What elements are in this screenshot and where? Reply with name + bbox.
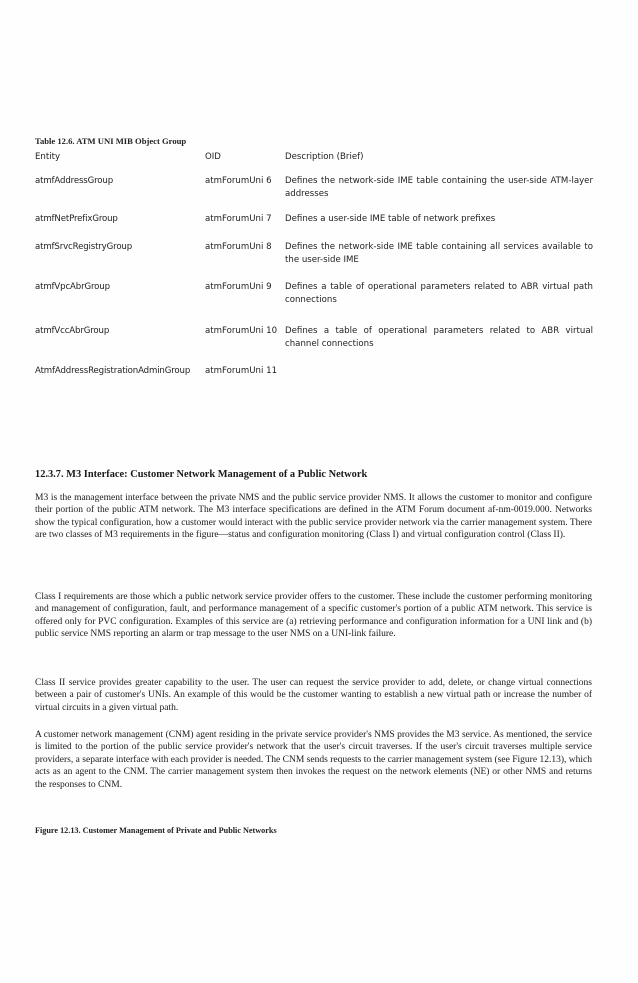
table-row bbox=[35, 175, 593, 213]
body-paragraph: Class I requirements are those which a public network service provider offers to the customer. These include the customer performing monitoring and management of configuration, fault, and performance management of a specific customer's portion of a public ATM network. This service is offered only for PVC configuration. Examples of this service are (a) retrieving performance and configuration information for a UNI link and (b) public service NMS reporting an alarm or trap message to the user NMS on a UNI-link failure. bbox=[35, 592, 592, 640]
column-header-description: Description (Brief) bbox=[285, 152, 364, 162]
figure-caption: Figure 12.13. Customer Management of Private and Public Networks bbox=[35, 826, 277, 835]
table-row bbox=[35, 281, 593, 325]
column-header-oid: OID bbox=[205, 152, 221, 162]
mib-object-table bbox=[35, 151, 593, 395]
entity-cell: atmfAddressGroup bbox=[35, 176, 114, 186]
oid-cell: atmForumUni 6 bbox=[205, 176, 272, 186]
section-heading: 12.3.7. M3 Interface: Customer Network Management of a Public Network bbox=[35, 469, 368, 480]
table-row bbox=[35, 325, 593, 365]
entity-cell: AtmfAddressRegistrationAdminGroup bbox=[35, 366, 191, 376]
table-row bbox=[35, 365, 593, 395]
body-paragraph: Class II service provides greater capability to the user. The user can request the service provider to add, delete, or change virtual connections between a pair of customer's UNIs. An example of this would be the customer wanting to establish a new virtual path or increase the number of virtual circuits in a given virtual path. bbox=[35, 678, 592, 713]
table-row bbox=[35, 213, 593, 241]
table-row bbox=[35, 241, 593, 281]
oid-cell: atmForumUni 9 bbox=[205, 282, 272, 292]
description-cell bbox=[285, 365, 593, 395]
description-cell: Defines a table of operational parameters related to ABR virtual path connections bbox=[285, 282, 593, 305]
description-cell: Defines the network-side IME table containing all services available to the user-side IME bbox=[285, 242, 593, 265]
description-cell: Defines a user-side IME table of network prefixes bbox=[285, 214, 496, 224]
table-caption: Table 12.6. ATM UNI MIB Object Group bbox=[35, 136, 187, 146]
oid-cell: atmForumUni 11 bbox=[205, 366, 278, 376]
description-cell: Defines the network-side IME table containing the user-side ATM-layer addresses bbox=[285, 176, 593, 199]
column-header-entity: Entity bbox=[35, 152, 61, 162]
entity-cell: atmfVpcAbrGroup bbox=[35, 282, 110, 292]
oid-cell: atmForumUni 8 bbox=[205, 242, 272, 252]
body-paragraph: A customer network management (CNM) agent residing in the private service provider's NMS provides the M3 service. As mentioned, the service is limited to the portion of the public service provider's network that the user's circuit traverses. If the user's circuit traverses multiple service providers, a separate interface with each provider is needed. The CNM sends requests to the carrier management system (see Figure 12.13), which acts as an agent to the CNM. The carrier management system then invokes the request on the network elements (NE) or other NMS and returns the responses to CNM. bbox=[35, 730, 592, 790]
entity-cell: atmfSrvcRegistryGroup bbox=[35, 242, 133, 252]
entity-cell: atmfNetPrefixGroup bbox=[35, 214, 118, 224]
description-cell: Defines a table of operational parameters related to ABR virtual channel connections bbox=[285, 326, 593, 349]
body-paragraph: M3 is the management interface between the private NMS and the public service provider NMS. It allows the customer to monitor and configure their portion of the public ATM network. The M3 interface specifications are defined in the ATM Forum document af-nm-0019.000. Networks show the typical configuration, how a customer would interact with the public service provider network via the carrier management system. There are two classes of M3 requirements in the figure—status and configuration monitoring (Class I) and virtual configuration control (Class II). bbox=[35, 493, 592, 541]
table-header-row bbox=[35, 151, 593, 175]
oid-cell: atmForumUni 7 bbox=[205, 214, 272, 224]
entity-cell: atmfVccAbrGroup bbox=[35, 326, 110, 336]
oid-cell: atmForumUni 10 bbox=[205, 326, 278, 336]
